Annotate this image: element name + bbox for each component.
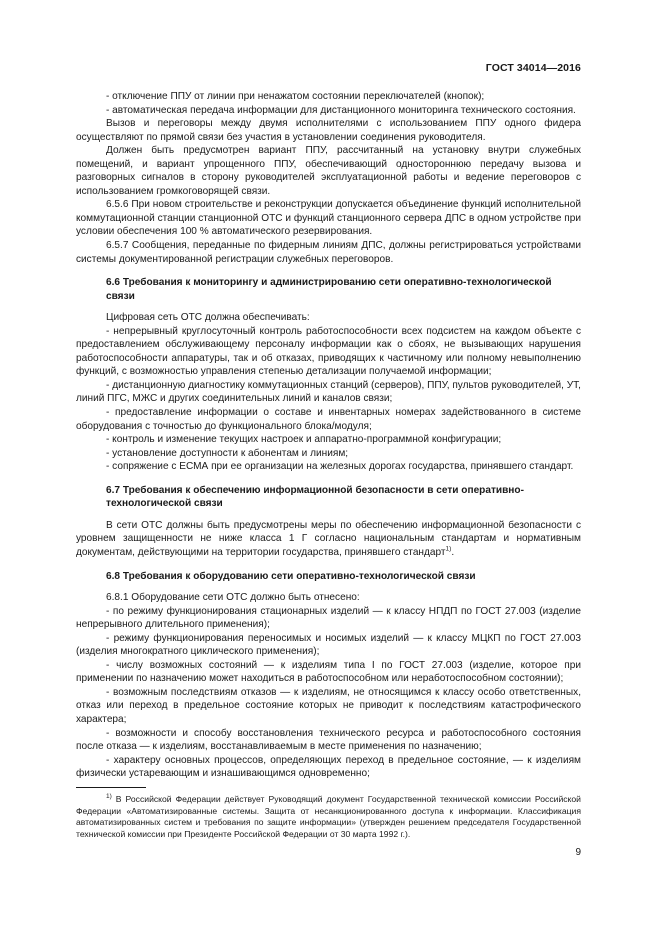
paragraph-text: В сети ОТС должны быть предусмотрены меры по обеспечению информационной безопасности с уровнем защищенности не ниже класса 1 Г согласно национальным стандартам и нормативным документам, действующими на территории государства, принявшего стандарт (76, 519, 581, 558)
clause-6-8-1: 6.8.1 Оборудование сети ОТС должно быть отнесено: (106, 592, 360, 604)
paragraph: Цифровая сеть ОТС должна обеспечивать: (106, 312, 310, 324)
clause-6-5-7: 6.5.7 Сообщения, переданные по фидерным линиям ДПС, должны регистрироваться устройствами системы документированной регистрации служебных переговоров. (76, 240, 581, 265)
section-heading-6-6: 6.6 Требования к мониторингу и администрированию сети оперативно-технологической связи (106, 277, 552, 302)
list-item: - числу возможных состояний — к изделиям типа I по ГОСТ 27.003 (изделие, которое при применении по назначению может находиться в работоспособном или неработоспособном состоянии); (76, 659, 581, 685)
footnote-divider (76, 787, 146, 788)
paragraph: Должен быть предусмотрен вариант ППУ, рассчитанный на установку внутри служебных помещений, и вариант упрощенного ППУ, обеспечивающий одностороннюю передачу вызова и разговорных сигналов в сторону руководителей эксплуатационной работы и ведение переговоров с использованием громкоговорящей связи. (76, 145, 581, 197)
page-number: 9 (575, 847, 581, 858)
footnote-mark: 1) (106, 793, 112, 801)
list-item: - автоматическая передача информации для дистанционного мониторинга технического состояния. (106, 104, 576, 116)
list-item: - возможным последствиям отказов — к изделиям, не относящимся к классу особо ответственных, отказ или переход в предельное состояние которых не приводит к последствиям катастрофического характера; (76, 686, 581, 725)
list-item: - дистанционную диагностику коммутационных станций (серверов), ППУ, пультов руководителей, УТ, линий ПГС, МЖС и других соединительных линий и каналов связи; (76, 379, 581, 405)
list-item: - контроль и изменение текущих настроек и аппаратно-программной конфигурации; (106, 434, 502, 446)
list-item: - по режиму функционирования стационарных изделий — к классу НПДП по ГОСТ 27.003 (изделие непрерывного длительного применения); (76, 605, 581, 631)
paragraph (76, 519, 581, 560)
list-item: - сопряжение с ЕСМА при ее организации на железных дорогах государства, принявшего стандарт. (106, 461, 574, 473)
paragraph: Вызов и переговоры между двумя исполнителями с использованием ППУ одного фидера осуществляют по прямой связи без участия в установлении соединения руководителя. (76, 118, 581, 143)
list-item: - характеру основных процессов, определяющих переход в предельное состояние, — к изделиям физически устаревающим и изнашивающимся одновременно; (76, 754, 581, 780)
list-item: - установление доступности к абонентам и линиям; (106, 447, 349, 459)
footnote-reference: 1) (445, 545, 452, 553)
footnote-text: В Российской Федерации действует Руководящий документ Государственной технической комиссии Российской Федерации «Автоматизированные системы. Защита от несанкционированного доступа к информации. Классификация автоматизированных систем и требования по защите информации» (утвержден решением председателя Государственной технической комиссии при Президенте Российской Федерации от 30 марта 1992 г.). (76, 794, 581, 839)
section-heading-6-8: 6.8 Требования к оборудованию сети оперативно-технологической связи (106, 570, 476, 582)
list-item: - предоставление информации о составе и инвентарных номерах задействованного в системе оборудования с точностью до функционального блока/модуля; (76, 407, 581, 432)
list-item: - непрерывный круглосуточный контроль работоспособности всех подсистем на каждом объекте с предоставлением обслуживающему персоналу информации как о сбоях, не вызывающих нарушения работоспособности аппаратуры, так и об отказах, приводящих к частичному или полному невыполнению функций, с возможностью управления степенью детализации получаемой информации; (76, 325, 581, 378)
list-item: - режиму функционирования переносимых и носимых изделий — к классу МЦКП по ГОСТ 27.003 (изделия многократного циклического применения); (76, 632, 581, 658)
list-item: - возможности и способу восстановления технического ресурса и работоспособного состояния после отказа — к изделиям, восстанавливаемым в месте применения по назначению; (76, 727, 581, 753)
footnote (76, 794, 581, 840)
list-item: - отключение ППУ от линии при ненажатом состоянии переключателей (кнопок); (106, 91, 485, 102)
clause-6-5-6: 6.5.6 При новом строительстве и реконструкции допускается объединение функций исполнительной коммутационной станции станционной ОТС и функций станционного сервера ДПС в одном устройстве при условии обеспечения 100 % автоматического резервирования. (76, 199, 581, 238)
page-body (76, 90, 581, 781)
paragraph-end: . (451, 546, 455, 558)
document-code-header: ГОСТ 34014—2016 (485, 62, 581, 74)
section-heading-6-7: 6.7 Требования к обеспечению информационной безопасности в сети оперативно-технологической связи (106, 484, 524, 510)
